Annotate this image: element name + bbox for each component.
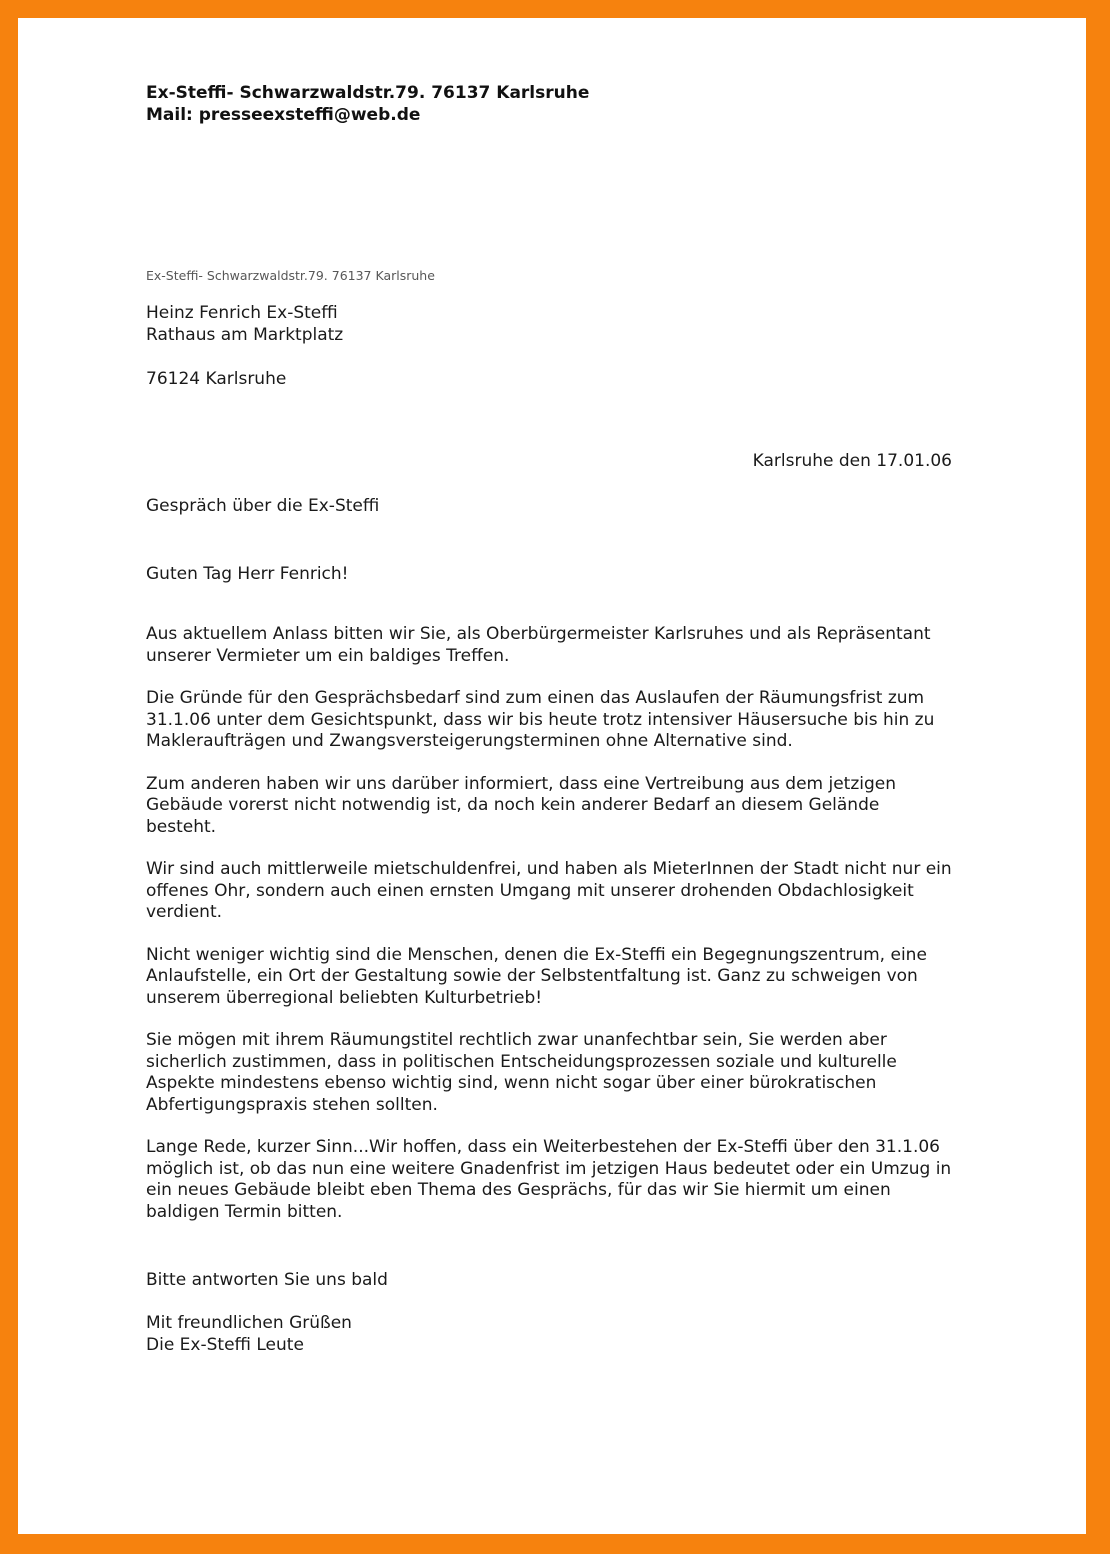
- recipient-name: Heinz Fenrich Ex-Steffi: [146, 303, 338, 323]
- letter-body: [146, 624, 952, 1223]
- letterhead-mail: Mail: presseexsteffi@web.de: [146, 105, 421, 125]
- paragraph: Sie mögen mit ihrem Räumungstitel rechtlich zwar unanfechtbar sein, Sie werden aber sicherlich zustimmen, dass in politischen Entscheidungsprozessen soziale und kulturelle Aspekte mindestens ebenso wichtig sind, wenn nicht sogar über einer bürokratischen Abfertigungspraxis stehen sollten.: [146, 1030, 897, 1115]
- letter-paper: [18, 18, 1086, 1534]
- recipient-city: 76124 Karlsruhe: [146, 369, 287, 389]
- recipient-address-block: [146, 302, 952, 390]
- recipient-street: Rathaus am Marktplatz: [146, 325, 344, 345]
- letterhead-address: Ex-Steffi- Schwarzwaldstr.79. 76137 Karlsruhe: [146, 83, 590, 103]
- signoff-greeting: Mit freundlichen Grüßen: [146, 1313, 352, 1333]
- closing-request: Bitte antworten Sie uns bald: [146, 1270, 388, 1290]
- signoff-block: [146, 1312, 952, 1356]
- paragraph: Die Gründe für den Gesprächsbedarf sind zum einen das Auslaufen der Räumungsfrist zum 31.1.06 unter dem Gesichtspunkt, dass wir bis heute trotz intensiver Häusersuche bis hin zu Makleraufträgen und Zwangsversteigerungsterminen ohne Alternative sind.: [146, 688, 935, 751]
- letterhead: [146, 82, 952, 126]
- paragraph: Zum anderen haben wir uns darüber informiert, dass eine Vertreibung aus dem jetzigen Gebäude vorerst nicht notwendig ist, da noch kein anderer Bedarf an diesem Gelände besteht.: [146, 773, 897, 837]
- sender-return-address: Ex-Steffi- Schwarzwaldstr.79. 76137 Karlsruhe: [146, 268, 435, 283]
- paragraph: Lange Rede, kurzer Sinn...Wir hoffen, dass ein Weiterbestehen der Ex-Steffi über den 31.1.06 möglich ist, ob das nun eine weitere Gnadenfrist im jetzigen Haus bedeutet oder ein Umzug in ein neues Gebäude bleibt eben Thema des Gesprächs, für das wir Sie hiermit um einen baldigen Termin bitten.: [146, 1137, 952, 1222]
- salutation: Guten Tag Herr Fenrich!: [146, 564, 349, 584]
- date-line: Karlsruhe den 17.01.06: [752, 451, 952, 471]
- paragraph: Aus aktuellem Anlass bitten wir Sie, als Oberbürgermeister Karlsruhes und als Repräsentant unserer Vermieter um ein baldiges Treffen.: [146, 624, 931, 666]
- subject-line: Gespräch über die Ex-Steffi: [146, 496, 380, 516]
- paragraph: Nicht weniger wichtig sind die Menschen, denen die Ex-Steffi ein Begegnungszentrum, eine Anlaufstelle, ein Ort der Gestaltung sowie der Selbstentfaltung ist. Ganz zu schweigen von unserem überregional beliebten Kulturbetrieb!: [146, 944, 927, 1008]
- paragraph: Wir sind auch mittlerweile mietschuldenfrei, und haben als MieterInnen der Stadt nicht nur ein offenes Ohr, sondern auch einen ernsten Umgang mit unserer drohenden Obdachlosigkeit verdient.: [146, 859, 952, 922]
- signoff-signature: Die Ex-Steffi Leute: [146, 1335, 304, 1355]
